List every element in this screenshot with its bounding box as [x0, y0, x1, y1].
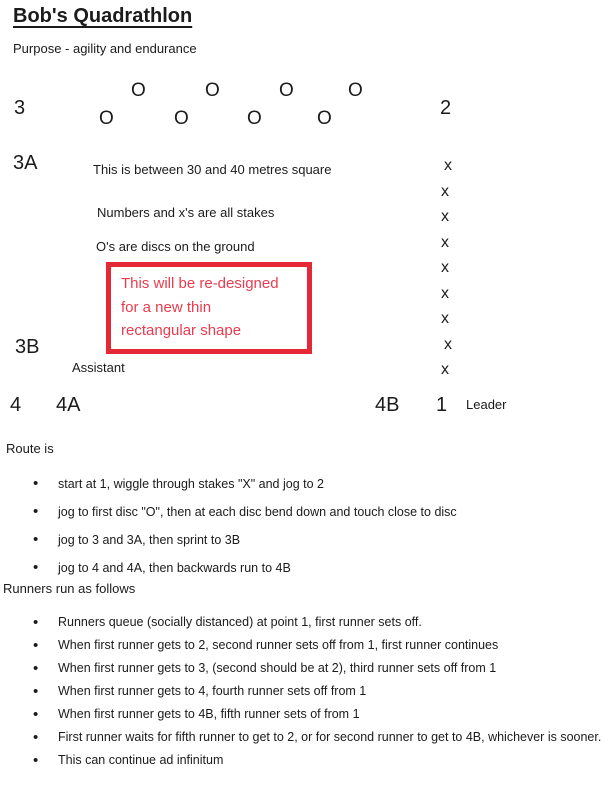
- list-item: • Runners queue (socially distanced) at point 1, first runner sets off.: [58, 611, 609, 634]
- redesign-note-line: for a new thin: [121, 298, 212, 316]
- stake-marker: x: [441, 259, 449, 276]
- disc-marker: O: [247, 108, 262, 129]
- stake-marker: x: [441, 233, 449, 251]
- route-heading: Route is: [6, 441, 54, 456]
- disc-marker: O: [174, 108, 189, 129]
- point-3-label: 3: [14, 97, 26, 119]
- stake-marker: x: [441, 284, 449, 302]
- list-item: • jog to 3 and 3A, then sprint to 3B: [58, 526, 609, 554]
- stake-marker: x: [441, 208, 449, 225]
- list-item: • jog to first disc "O", then at each disc bend down and touch close to disc: [58, 498, 609, 526]
- redesign-note-line: This will be re-designed: [121, 275, 279, 292]
- redesign-note-box: [106, 262, 312, 354]
- point-3a-label: 3A: [13, 152, 38, 174]
- point-3b-label: 3B: [15, 336, 40, 358]
- list-item: • start at 1, wiggle through stakes "X" and jog to 2: [58, 470, 609, 498]
- stake-marker: x: [441, 182, 449, 200]
- list-item: • When first runner gets to 3, (second should be at 2), third runner sets off from 1: [58, 657, 609, 680]
- list-item: • jog to 4 and 4A, then backwards run to 4B: [58, 554, 609, 582]
- stake-marker: x: [444, 335, 452, 353]
- runners-heading: Runners run as follows: [3, 581, 136, 596]
- page-title: Bob's Quadrathlon: [13, 5, 193, 27]
- runners-list: [0, 611, 613, 772]
- list-item: • When first runner gets to 2, second runner sets off from 1, first runner continues: [58, 634, 609, 657]
- assistant-label: Assistant: [72, 360, 125, 375]
- disc-marker: O: [205, 80, 220, 101]
- diagram-note-discs: O's are discs on the ground: [96, 239, 255, 254]
- list-item: • This can continue ad infinitum: [58, 749, 609, 772]
- list-item: • When first runner gets to 4, fourth runner sets off from 1: [58, 680, 609, 703]
- stake-marker: x: [441, 361, 449, 378]
- disc-marker: O: [348, 80, 363, 101]
- disc-marker: O: [99, 108, 114, 129]
- disc-marker: O: [279, 80, 294, 101]
- disc-marker: O: [317, 108, 332, 129]
- diagram-note-stakes: Numbers and x's are all stakes: [97, 205, 275, 220]
- diagram-note-size: This is between 30 and 40 metres square: [93, 162, 332, 177]
- point-4a-label: 4A: [56, 394, 81, 416]
- stake-marker: x: [444, 157, 452, 174]
- leader-label: Leader: [466, 397, 507, 412]
- stake-marker: x: [441, 310, 449, 327]
- route-list: [0, 470, 613, 582]
- disc-marker: O: [131, 80, 146, 101]
- purpose-line: Purpose - agility and endurance: [13, 41, 197, 56]
- list-item: • When first runner gets to 4B, fifth runner sets of from 1: [58, 703, 609, 726]
- point-1-label: 1: [436, 394, 448, 416]
- point-2-label: 2: [440, 97, 452, 119]
- point-4b-label: 4B: [375, 394, 400, 416]
- list-item: • First runner waits for fifth runner to get to 2, or for second runner to get to 4B, whichever is sooner.: [58, 726, 609, 749]
- redesign-note-line: rectangular shape: [121, 322, 242, 339]
- point-4-label: 4: [10, 394, 22, 416]
